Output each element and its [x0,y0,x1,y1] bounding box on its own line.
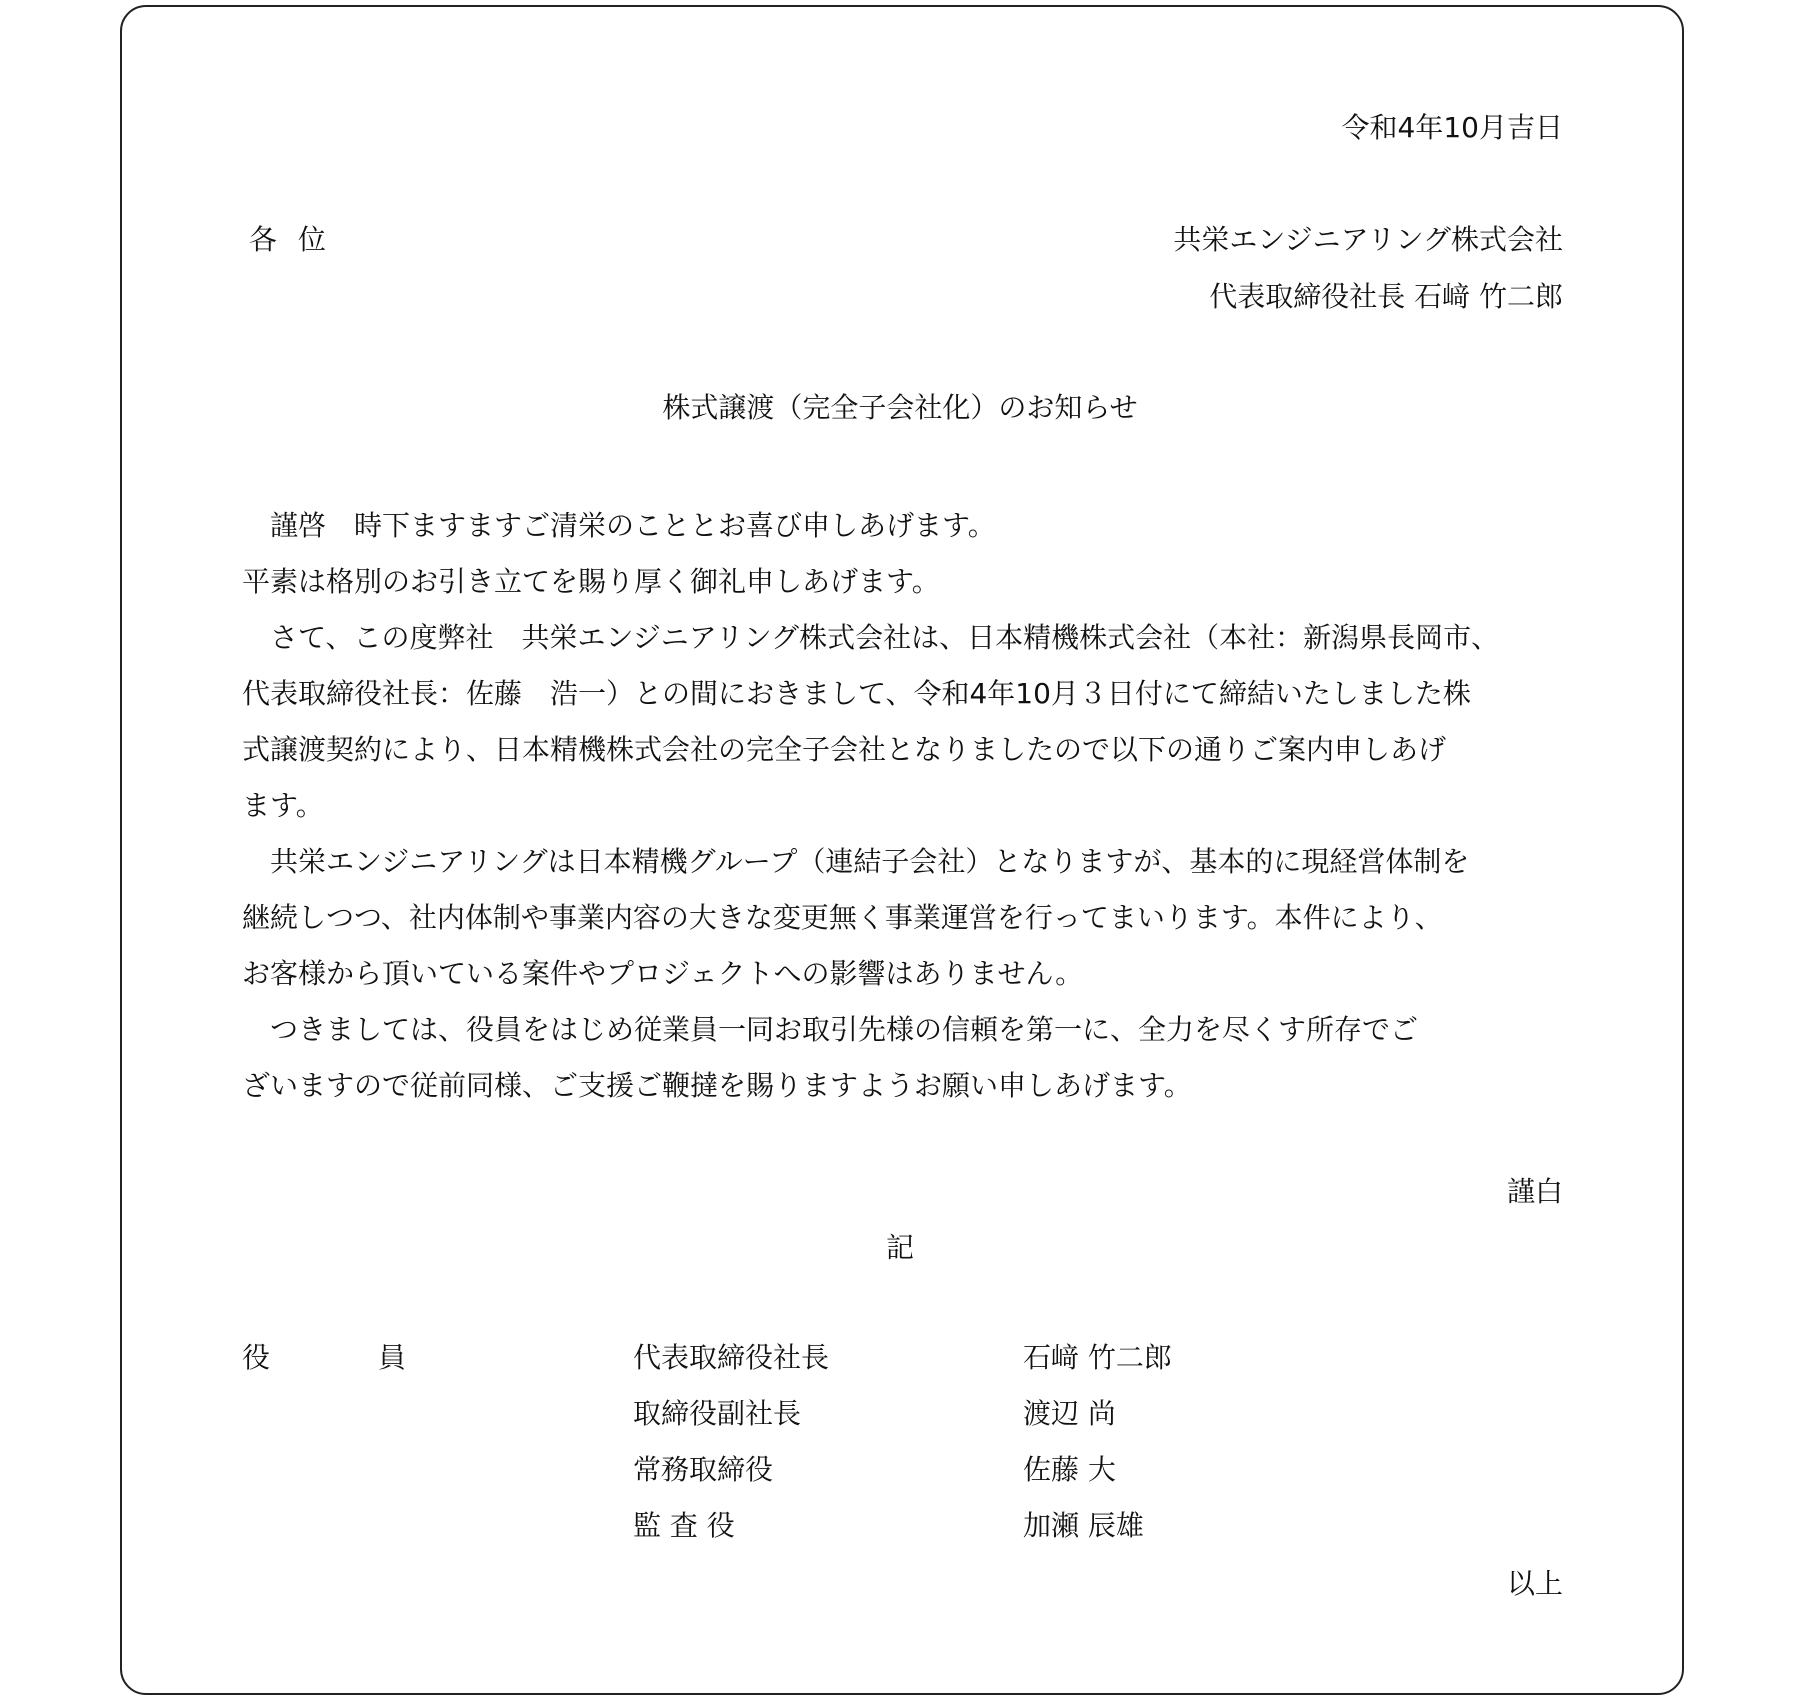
officer-title: 常務取締役 [633,1453,774,1486]
officer-title: 監 査 役 [633,1509,735,1542]
end-word: 以上 [1506,1567,1563,1600]
officer-name: 石﨑 竹二郎 [1023,1341,1172,1374]
company-name: 共栄エンジニアリング株式会社 [1173,223,1563,256]
body-line: ざいますので従前同様、ご支援ご鞭撻を賜りますようお願い申しあげます。 [242,1069,1192,1102]
letter-body [242,498,1572,1114]
ki-heading: 記 [885,1231,914,1264]
date: 令和4年10月吉日 [1341,111,1563,144]
president-name: 代表取締役社長 石﨑 竹二郎 [1209,280,1563,313]
officer-name: 佐藤 大 [1023,1453,1116,1486]
body-line: 共栄エンジニアリングは日本精機グループ（連結子会社）となりますが、基本的に現経営体制を [242,845,1470,878]
officers-label-left: 役 [242,1341,271,1374]
body-line: ます。 [242,789,324,822]
officers-label-right: 員 [378,1341,407,1374]
subject-title: 株式譲渡（完全子会社化）のお知らせ [662,391,1138,424]
body-line: さて、この度弊社 共栄エンジニアリング株式会社は、日本精機株式会社（本社：新潟県長岡市、 [242,621,1500,654]
officer-name: 渡辺 尚 [1023,1397,1116,1430]
officer-title: 代表取締役社長 [633,1341,830,1374]
officer-name: 加瀬 辰雄 [1023,1509,1144,1542]
body-line: 式譲渡契約により、日本精機株式会社の完全子会社となりましたので以下の通りご案内申しあげ [242,733,1447,766]
body-line: 平素は格別のお引き立てを賜り厚く御礼申しあげます。 [242,565,940,598]
officers-label [242,1338,406,1378]
addressee: 各 位 [249,223,332,256]
body-line: 謹啓 時下ますますご清栄のこととお喜び申しあげます。 [242,509,996,542]
body-line: つきましては、役員をはじめ従業員一同お取引先様の信頼を第一に、全力を尽くす所存でご [242,1013,1419,1046]
body-line: 代表取締役社長：佐藤 浩一）との間におきまして、令和4年10月３日付にて締結いたしました株 [242,677,1471,710]
body-line: 継続しつつ、社内体制や事業内容の大きな変更無く事業運営を行ってまいります。本件により、 [242,901,1443,934]
body-line: お客様から頂いている案件やプロジェクトへの影響はありません。 [242,957,1084,990]
closing-word: 謹白 [1506,1175,1563,1208]
officer-title: 取締役副社長 [633,1397,802,1430]
